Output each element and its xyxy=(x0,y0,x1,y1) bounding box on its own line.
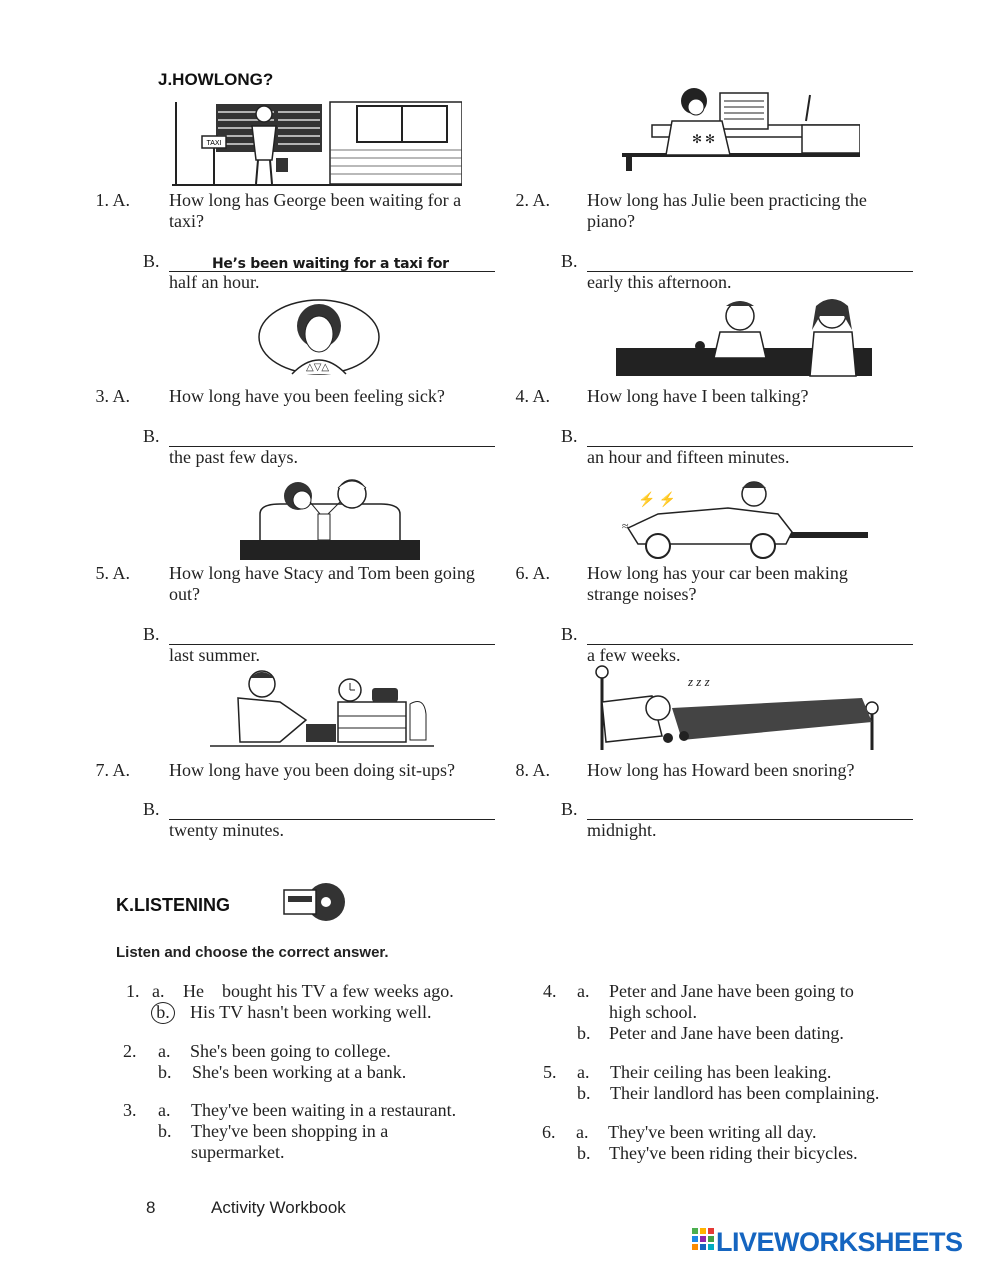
answer-label: B. xyxy=(143,799,160,819)
answer-tail: twenty minutes. xyxy=(169,820,284,840)
answer-field[interactable] xyxy=(587,624,913,645)
question-2 xyxy=(420,190,940,290)
item-number: 5. xyxy=(543,1062,557,1082)
option-b-text: Their landlord has been complaining. xyxy=(610,1083,880,1103)
question-8 xyxy=(420,760,940,850)
question-text: How long has George been waiting for a xyxy=(169,190,462,210)
answer-field[interactable] xyxy=(587,251,913,272)
question-number: 8. A. xyxy=(515,760,550,780)
answer-tail: the past few days. xyxy=(169,447,298,467)
answer-text: He’s been waiting for a taxi for xyxy=(212,256,449,272)
svg-text:△▽△: △▽△ xyxy=(306,362,330,373)
item-number: 3. xyxy=(123,1100,137,1120)
question-text: How long has Howard been snoring? xyxy=(587,760,855,780)
question-number: 6. A. xyxy=(515,563,550,583)
question-6 xyxy=(420,563,940,663)
liveworksheets-logo-text: LIVEWORKSHEETS xyxy=(716,1226,963,1257)
question-number: 3. A. xyxy=(95,386,130,406)
answer-tail: midnight. xyxy=(587,820,657,840)
question-number: 1. A. xyxy=(95,190,130,210)
question-text-cont: strange noises? xyxy=(587,584,697,604)
answer-label: B. xyxy=(561,426,578,446)
item-number: 6. xyxy=(542,1122,556,1142)
listening-item-5 xyxy=(520,1062,998,1106)
book-title: Activity Workbook xyxy=(211,1198,346,1217)
liveworksheets-logo-icon xyxy=(692,1228,716,1256)
listening-item-4 xyxy=(520,981,990,1047)
answer-label: B. xyxy=(143,624,160,644)
option-a-label[interactable]: a. xyxy=(158,1041,171,1061)
answer-tail: an hour and fifteen minutes. xyxy=(587,447,790,467)
answer-tail: a few weeks. xyxy=(587,645,681,665)
item-number: 4. xyxy=(543,981,557,1001)
option-b-text-cont: supermarket. xyxy=(191,1142,285,1162)
option-b-label[interactable]: b. xyxy=(158,1062,172,1082)
section-k-heading: K.LISTENING xyxy=(116,895,231,915)
option-b-text: Peter and Jane have been dating. xyxy=(609,1023,844,1043)
answer-label: B. xyxy=(561,799,578,819)
george-taxi-illustration xyxy=(172,100,462,188)
option-b-text: His TV hasn't been working well. xyxy=(190,1002,432,1022)
option-b-label[interactable]: b. xyxy=(577,1023,591,1043)
answer-tail: half an hour. xyxy=(169,272,260,292)
option-a-label[interactable]: a. xyxy=(577,1062,590,1082)
situps-illustration xyxy=(210,668,434,752)
question-text: How long have I been talking? xyxy=(587,386,809,406)
item-number: 2. xyxy=(123,1041,137,1061)
julie-piano-illustration xyxy=(622,85,860,173)
audio-cd-icon[interactable] xyxy=(282,882,346,922)
svg-text:✻ ✻: ✻ ✻ xyxy=(692,132,716,146)
listening-item-2 xyxy=(0,1041,500,1085)
answer-field[interactable] xyxy=(587,799,913,820)
listening-instruction: Listen and choose the correct answer. xyxy=(116,944,389,961)
option-a-text: They've been waiting in a restaurant. xyxy=(191,1100,457,1120)
question-text: How long have you been feeling sick? xyxy=(169,386,445,406)
question-text: How long have you been doing sit-ups? xyxy=(169,760,455,780)
svg-text:≈: ≈ xyxy=(622,519,629,533)
question-text: How long has your car been making xyxy=(587,563,848,583)
question-text-cont: taxi? xyxy=(169,211,204,231)
option-b-label-selected[interactable]: b. xyxy=(151,1002,175,1024)
option-a-text: Peter and Jane have been going to xyxy=(609,981,854,1001)
answer-tail: last summer. xyxy=(169,645,260,665)
liveworksheets-logo[interactable] xyxy=(692,1225,963,1259)
answer-label: B. xyxy=(561,251,578,271)
taxi-sign-text: TAXI xyxy=(206,140,222,147)
option-b-text: She's been working at a bank. xyxy=(192,1062,407,1082)
option-a-text: She's been going to college. xyxy=(190,1041,391,1061)
option-a-text: They've been writing all day. xyxy=(608,1122,817,1142)
question-text-cont: piano? xyxy=(587,211,635,231)
answer-label: B. xyxy=(143,251,160,271)
question-4 xyxy=(420,386,940,476)
question-text: How long has Julie been practicing the xyxy=(587,190,867,210)
option-a-label[interactable]: a. xyxy=(158,1100,171,1120)
listening-item-6 xyxy=(520,1122,990,1166)
option-a-text-cont: high school. xyxy=(609,1002,697,1022)
answer-label: B. xyxy=(143,426,160,446)
svg-text:⚡ ⚡: ⚡ ⚡ xyxy=(638,493,677,508)
snore-text: z z z xyxy=(688,674,710,689)
snoring-illustration xyxy=(592,662,884,752)
option-a-label[interactable]: a. xyxy=(576,1122,589,1142)
answer-tail: early this afternoon. xyxy=(587,272,732,292)
option-b-label[interactable]: b. xyxy=(577,1083,591,1103)
question-number: 7. A. xyxy=(95,760,130,780)
page-number: 8 xyxy=(146,1198,156,1217)
noisy-car-illustration xyxy=(618,474,868,562)
listening-item-3 xyxy=(0,1100,520,1166)
option-a-label[interactable]: a. xyxy=(577,981,590,1001)
question-number: 5. A. xyxy=(95,563,130,583)
option-b-label[interactable]: b. xyxy=(158,1121,172,1141)
option-a-text: Their ceiling has been leaking. xyxy=(610,1062,832,1082)
question-text-cont: out? xyxy=(169,584,200,604)
question-number: 4. A. xyxy=(515,386,550,406)
question-number: 2. A. xyxy=(515,190,550,210)
option-a-text: He bought his TV a few weeks ago. xyxy=(183,981,454,1001)
listening-item-1 xyxy=(0,981,500,1025)
interview-illustration xyxy=(616,296,872,378)
section-j-heading: J.HOWLONG? xyxy=(158,70,274,89)
question-text: How long have Stacy and Tom been going xyxy=(169,563,475,583)
item-number: 1. xyxy=(126,981,140,1001)
couple-soda-illustration xyxy=(240,474,420,560)
sick-woman-illustration xyxy=(258,298,380,376)
option-b-text: They've been shopping in a xyxy=(191,1121,389,1141)
option-b-label[interactable]: b. xyxy=(577,1143,591,1163)
option-b-text: They've been riding their bicycles. xyxy=(609,1143,858,1163)
option-a-label[interactable]: a. xyxy=(152,981,165,1001)
answer-field[interactable] xyxy=(587,426,913,447)
answer-label: B. xyxy=(561,624,578,644)
